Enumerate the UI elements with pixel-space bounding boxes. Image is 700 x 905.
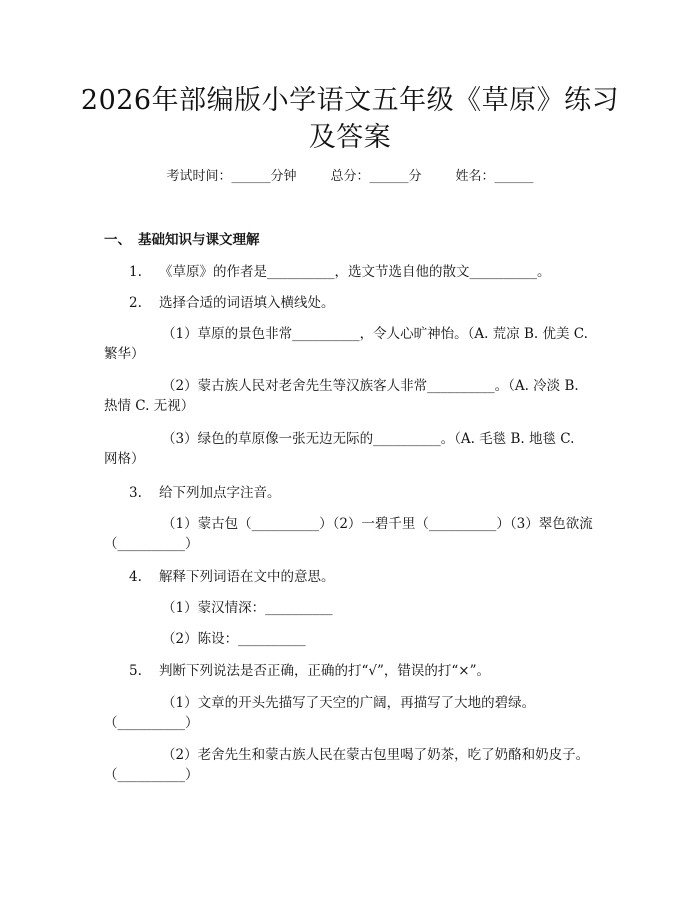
section-heading bbox=[104, 230, 260, 250]
question-2-item-3: （3）绿色的草原像一张无边无际的__________。（A. 毛毯 B. 地毯 C. bbox=[162, 431, 575, 447]
page-title-line2: 及答案 bbox=[308, 122, 392, 153]
question-2-item-1-cont: 繁华） bbox=[104, 346, 145, 362]
question-5-item-1: （1）文章的开头先描写了天空的广阔，再描写了大地的碧绿。 bbox=[162, 695, 536, 711]
section-number: 一、 bbox=[104, 232, 131, 248]
exam-time-field: 考试时间：______分钟 bbox=[166, 169, 297, 184]
total-score-field: 总分：______分 bbox=[330, 169, 422, 184]
question-5-item-2-cont: （__________） bbox=[104, 767, 199, 783]
question-4-number: 4. bbox=[129, 569, 142, 585]
question-5-item-2: （2）老舍先生和蒙古族人民在蒙古包里喝了奶茶，吃了奶酪和奶皮子。 bbox=[162, 747, 590, 763]
question-2-text: 选择合适的词语填入横线处。 bbox=[159, 295, 335, 311]
question-5-text: 判断下列说法是否正确，正确的打“√”，错误的打“×”。 bbox=[159, 663, 491, 679]
exam-meta bbox=[100, 166, 600, 188]
question-2-item-2-cont: 热情 C. 无视） bbox=[104, 398, 195, 414]
question-4-item-2: （2）陈设：__________ bbox=[162, 631, 306, 647]
question-4-text: 解释下列词语在文中的意思。 bbox=[159, 569, 335, 585]
question-3-line1: （1）蒙古包（__________）（2）一碧千里（__________）（3）翠色欲流 bbox=[162, 516, 593, 532]
question-5-item-1-cont: （__________） bbox=[104, 715, 199, 731]
question-3-text: 给下列加点字注音。 bbox=[159, 485, 281, 501]
question-3-line2: （__________） bbox=[104, 536, 199, 552]
question-2-number: 2. bbox=[129, 295, 142, 311]
section-title: 基础知识与课文理解 bbox=[138, 232, 260, 248]
question-4-item-1: （1）蒙汉情深：__________ bbox=[162, 600, 333, 616]
name-field: 姓名：______ bbox=[455, 169, 534, 184]
page-title-line1: 2026年部编版小学语文五年级《草原》练习 bbox=[80, 85, 620, 116]
question-2-item-3-cont: 网格） bbox=[104, 451, 145, 467]
question-2-item-1: （1）草原的景色非常__________，令人心旷神怡。（A. 荒凉 B. 优美 C. bbox=[162, 326, 588, 342]
question-1-number: 1. bbox=[129, 264, 142, 280]
question-3-number: 3. bbox=[129, 485, 142, 501]
question-2-item-2: （2）蒙古族人民对老舍先生等汉族客人非常__________。（A. 冷淡 B. bbox=[162, 378, 579, 394]
question-1-text: 《草原》的作者是__________，选文节选自他的散文__________。 bbox=[159, 264, 551, 280]
question-5-number: 5. bbox=[129, 663, 142, 679]
